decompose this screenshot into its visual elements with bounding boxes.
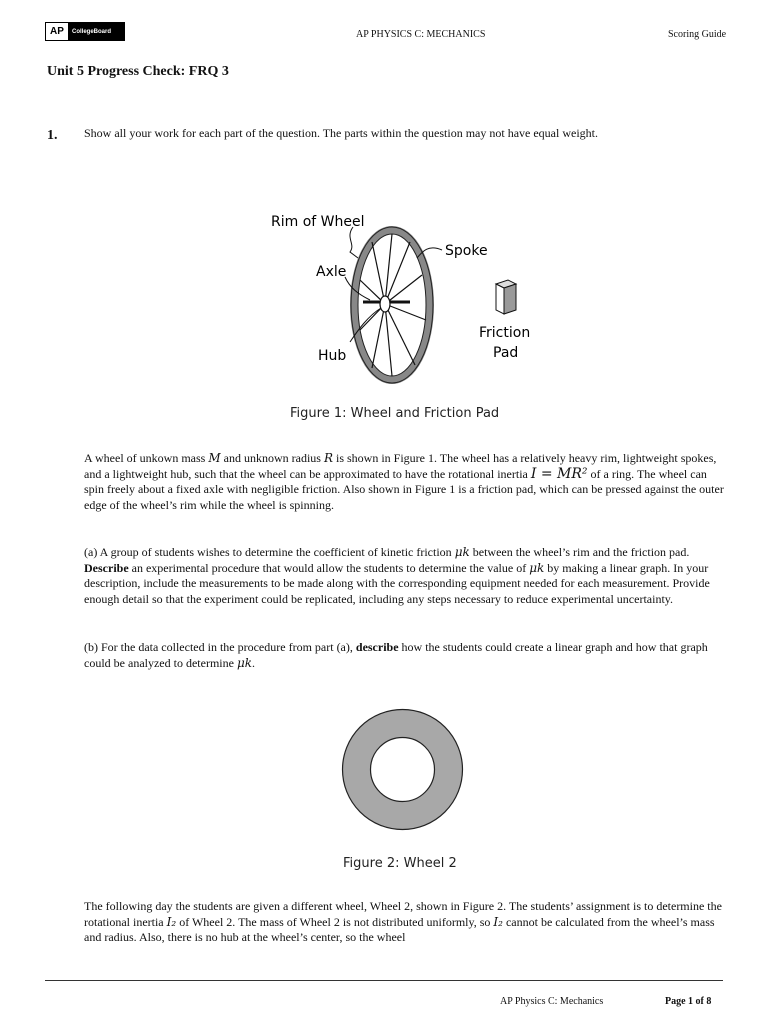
friction-pad [496, 280, 516, 314]
ap-collegeboard-logo [45, 22, 125, 41]
question-number: 1. [47, 128, 58, 143]
var-I2: I₂ [493, 914, 503, 929]
label-pad: Pad [493, 345, 519, 361]
header-course: AP PHYSICS C: MECHANICS [356, 29, 486, 40]
intro-paragraph: A wheel of unkown mass M and unknown radius R is shown in Figure 1. The wheel has a relatively heavy rim, lightweight spokes, and a lightweight hub, such that the wheel can be approximated to have the rotational inertia I = MR² of a ring. The wheel can spin freely about a fixed axle with negligible friction. Also shown in Figure 1 is a friction pad, which can be pressed against the outer edge of the wheel’s rim while the wheel is spinning. [84, 451, 724, 512]
part-b-paragraph: (b) For the data collected in the procedure from part (a), describe how the students could create a linear graph and how that graph could be analyzed to determine μk. [84, 640, 708, 670]
label-hub: Hub [318, 348, 347, 364]
logo-ap: AP [46, 23, 68, 40]
var-mu-k: μk [454, 545, 470, 559]
logo-collegeboard: CollegeBoard [68, 23, 124, 40]
figure-2-wheel-2 [340, 707, 465, 832]
formula-ring-inertia: I = MR² [530, 465, 588, 482]
wheel-2-paragraph: The following day the students are given a different wheel, Wheel 2, shown in Figure 2. The students’ assignment is to determine the rotational inertia I₂ of Wheel 2. The mass of Wheel 2 is not distributed uniformly, so I₂ cannot be calculated from the wheel’s mass and radius. Also, there is no hub at the wheel’s center, so the wheel [84, 899, 722, 944]
bold-describe: Describe [84, 560, 129, 575]
footer-rule [45, 980, 723, 981]
label-rim-of-wheel: Rim of Wheel [271, 214, 365, 230]
part-a-paragraph: (a) A group of students wishes to determine the coefficient of kinetic friction μk between the wheel’s rim and the friction pad. Describe an experimental procedure that would allow the students to determine the value of μk by making a linear graph. In your description, include the measurements to be made along with the corresponding equipment needed for each measurement. Provide enough detail so that the experiment could be replicated, including any steps necessary to reduce experimental uncertainty. [84, 545, 710, 606]
figure-1-wheel-diagram [250, 200, 550, 400]
var-mu-k: μk [529, 560, 545, 575]
figure-1-caption: Figure 1: Wheel and Friction Pad [290, 406, 500, 421]
header-scoring-guide: Scoring Guide [668, 29, 727, 40]
var-I2: I₂ [166, 914, 177, 929]
var-R: R [323, 451, 333, 465]
question-instructions: Show all your work for each part of the question. The parts within the question may not have equal weight. [84, 126, 598, 140]
label-spoke: Spoke [445, 243, 488, 259]
figure-2-caption: Figure 2: Wheel 2 [343, 856, 457, 871]
label-axle: Axle [316, 264, 347, 280]
footer-page-number: Page 1 of 8 [665, 996, 712, 1007]
wheel-rim [354, 230, 430, 380]
wheel-hub [380, 296, 390, 312]
var-M: M [208, 451, 221, 465]
bold-describe: describe [355, 640, 399, 654]
label-friction: Friction [479, 325, 531, 341]
var-mu-k: μk [236, 655, 253, 670]
page-title: Unit 5 Progress Check: FRQ 3 [47, 64, 229, 79]
footer-course: AP Physics C: Mechanics [500, 996, 604, 1007]
